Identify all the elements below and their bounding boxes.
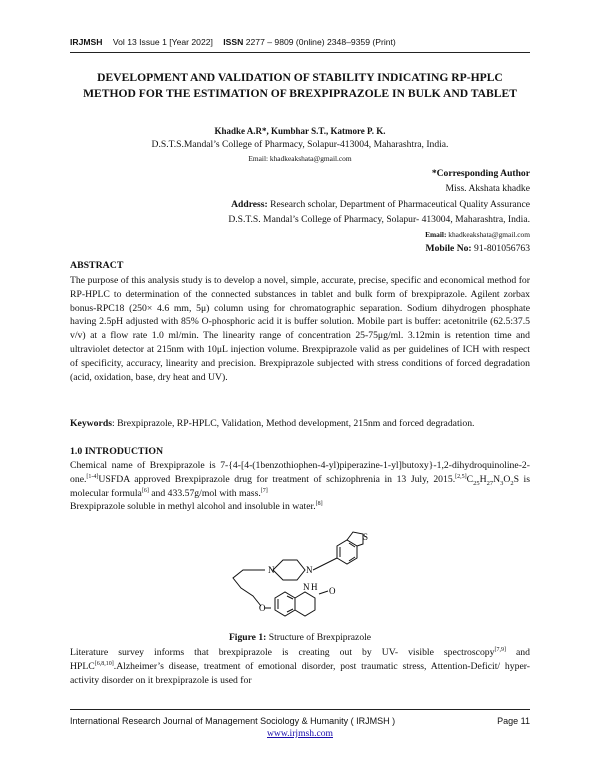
- formula-part: N: [493, 473, 501, 485]
- formula-subscript: 25: [473, 479, 480, 487]
- intro-sentence-2: USFDA approved Brexpiprazole drug for treatment of schizophrenia in 13 July, 2015.: [98, 473, 456, 485]
- email-label: Email:: [425, 230, 447, 239]
- intro-heading: 1.0 INTRODUCTION: [70, 446, 164, 457]
- keywords-label: Keywords: [70, 418, 112, 429]
- corresponding-email: [425, 230, 530, 239]
- address-label: Address:: [231, 199, 268, 210]
- citation: [2,5]: [455, 473, 467, 480]
- citation: [1-4]: [86, 473, 99, 480]
- intro-text: [70, 459, 530, 514]
- citation: [6,8,10]: [94, 660, 114, 667]
- issn-value: 2277 – 9809 (0nline) 2348–9359 (Print): [245, 37, 396, 47]
- formula-subscript: 27: [486, 479, 494, 487]
- footer-journal: International Research Journal of Management Sociology & Humanity ( IRJMSH ): [70, 716, 396, 726]
- corresponding-heading: *Corresponding Author: [431, 168, 530, 179]
- keywords: [70, 417, 530, 431]
- mobile-value: 91-801056763: [474, 243, 530, 254]
- authors: Khadke A.R*, Kumbhar S.T., Katmore P. K.: [214, 126, 386, 136]
- atom-s: S: [363, 532, 369, 542]
- citation: [6]: [141, 487, 149, 494]
- brexpiprazole-structure: [225, 530, 375, 630]
- page-number: Page 11: [497, 716, 530, 726]
- header-rule: [70, 52, 530, 53]
- intro-sentence-4: Brexpiprazole soluble in methyl alcohol and insoluble in water.: [70, 501, 316, 513]
- citation: [7,9]: [494, 646, 506, 653]
- abstract-text: The purpose of this analysis study is to develop a novel, simple, accurate, precise, specific and economical method for RP-HPLC to determination of the connected substances in tablet and bulk form of brexpiprazole. Agilent zorbax bonus-RPC18 (250× 4.6 mm, 5μ) column using for chromatographic separation. Sodium dihydrogen phosphate having 2.5pH adjusted with 85% O-phosphoric acid it is buffer solution. Mobile part is buffer: acetonitrile (62.5:37.5 v/v) at a flow rate 1.0 ml/min. The linearity range of concentration 25-75μg/ml. 3.12min is retention time and ultraviolet detector at 215nm with 10μL injection volume. Brexpiprazole valid as per guidelines of ICH with respect of specificity, accuracy, linearity and precision. Brexpiprazole subjected with stress conditions of forced degradation (acid, oxidation, base, dry heat and UV).: [70, 275, 530, 383]
- email-value: khadkeakshata@gmail.com: [448, 230, 530, 239]
- figure-label: Figure 1:: [228, 632, 267, 643]
- formula-part: H: [479, 473, 487, 485]
- survey-text: [70, 646, 530, 687]
- footer: [70, 716, 530, 726]
- affiliation: D.S.T.S.Mandal’s College of Pharmacy, Solapur-413004, Maharashtra, India.: [151, 139, 449, 150]
- atom-h: H: [311, 582, 318, 592]
- survey-sentence-1: Literature survey informs that brexpiprazole is creating out by UV- visible spectroscopy: [70, 647, 495, 658]
- survey-sentence-2: and HPLC: [70, 647, 530, 672]
- corresponding-name: Miss. Akshata khadke: [445, 183, 530, 194]
- citation: [7]: [260, 487, 268, 494]
- journal-abbrev: IRJMSH: [70, 37, 103, 47]
- mobile-label: Mobile No:: [425, 243, 472, 254]
- address-text: Research scholar, Department of Pharmaceutical Quality Assurance: [270, 199, 530, 210]
- footer-rule: [70, 709, 530, 710]
- atom-n2: N: [306, 565, 313, 575]
- figure-caption-text: Structure of Brexpiprazole: [266, 632, 372, 643]
- formula-part: C: [466, 473, 474, 485]
- figure-caption: [70, 632, 530, 643]
- abstract-heading: ABSTRACT: [70, 260, 124, 271]
- atom-n1: N: [268, 565, 275, 575]
- intro-sentence-1: Chemical name of Brexpiprazole is 7-{4-[4-(1benzothiophen-4-yl)piperazine-1-yl]butoxy}-1,2-dihydroquinoline-2-one.: [70, 460, 530, 485]
- journal-url-link[interactable]: www.irjmsh.com: [267, 728, 333, 739]
- running-header: [70, 37, 404, 47]
- atom-o2: O: [329, 586, 336, 596]
- corresponding-college: D.S.T.S. Mandal’s College of Pharmacy, Solapur- 413004, Maharashtra, India.: [228, 214, 530, 225]
- citation: [8]: [315, 501, 323, 508]
- issn-label: ISSN: [223, 37, 244, 47]
- formula-subscript: 3: [500, 479, 504, 487]
- formula-part: S is molecular formula: [70, 473, 530, 499]
- survey-sentence-3: .Alzheimer’s disease, treatment of emotional disorder, post traumatic stress, Attention-Deficit/ hyper-activity disorder on it brexpiprazole is used for: [70, 660, 530, 686]
- paper-title: DEVELOPMENT AND VALIDATION OF STABILITY INDICATING RP-HPLC METHOD FOR THE ESTIMATION OF BREXPIPRAZOLE IN BULK AND TABLET: [83, 71, 517, 100]
- formula-subscript: 2: [510, 479, 514, 487]
- volume-info: Vol 13 Issue 1 [Year 2022]: [112, 37, 213, 47]
- corresponding-address: [231, 199, 530, 210]
- keywords-list: : Brexpiprazole, RP-HPLC, Validation, Method development, 215nm and forced degradation.: [111, 418, 475, 429]
- intro-sentence-3: and 433.57g/mol with mass.: [148, 487, 261, 499]
- formula-part: O: [503, 473, 511, 485]
- atom-nh: N: [303, 582, 310, 592]
- atom-o1: O: [259, 603, 266, 613]
- author-email: Email: khadkeakshata@gmail.com: [248, 154, 352, 163]
- corresponding-mobile: [426, 243, 530, 254]
